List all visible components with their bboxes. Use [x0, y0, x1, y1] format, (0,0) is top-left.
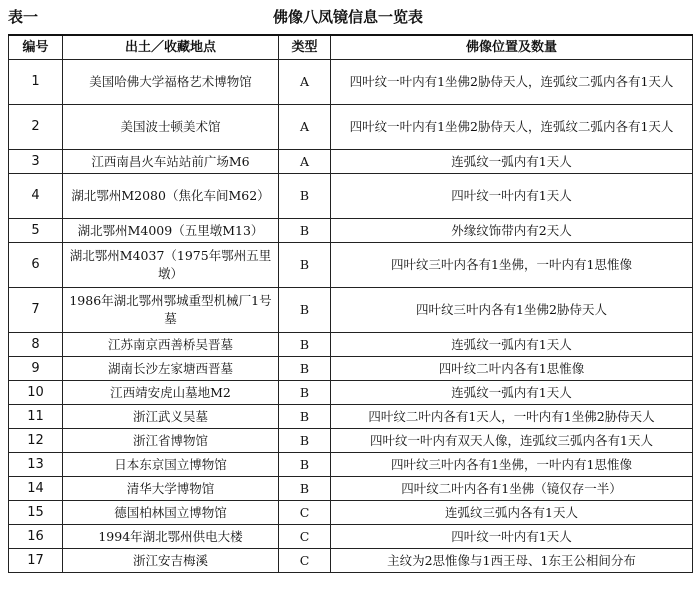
table-row — [9, 105, 693, 150]
cell-type: A — [279, 150, 331, 174]
cell-id: 9 — [9, 357, 63, 381]
cell-location: 湖北鄂州M4037（1975年鄂州五里墩） — [63, 243, 279, 288]
cell-description: 四叶纹二叶内各有1思惟像 — [331, 357, 693, 381]
cell-description: 四叶纹三叶内各有1坐佛2胁侍天人 — [331, 288, 693, 333]
cell-type: B — [279, 219, 331, 243]
cell-location: 江西靖安虎山墓地M2 — [63, 381, 279, 405]
table-row — [9, 219, 693, 243]
table-row — [9, 429, 693, 453]
table-row — [9, 549, 693, 573]
table-row — [9, 333, 693, 357]
cell-type: B — [279, 288, 331, 333]
cell-type: B — [279, 357, 331, 381]
cell-description: 连弧纹一弧内有1天人 — [331, 333, 693, 357]
cell-location: 江苏南京西善桥吴晋墓 — [63, 333, 279, 357]
cell-id: 5 — [9, 219, 63, 243]
cell-description: 四叶纹三叶内各有1坐佛，一叶内有1思惟像 — [331, 243, 693, 288]
cell-description: 外缘纹饰带内有2天人 — [331, 219, 693, 243]
cell-id: 8 — [9, 333, 63, 357]
table-row — [9, 357, 693, 381]
table-row — [9, 60, 693, 105]
cell-type: B — [279, 333, 331, 357]
cell-location: 湖南长沙左家塘西晋墓 — [63, 357, 279, 381]
column-header-location: 出土／收藏地点 — [63, 35, 279, 60]
table-label: 表一 — [8, 8, 39, 26]
cell-id: 10 — [9, 381, 63, 405]
cell-type: B — [279, 477, 331, 501]
cell-description: 四叶纹二叶内各有1坐佛（镜仅存一半） — [331, 477, 693, 501]
table-row — [9, 174, 693, 219]
cell-type: B — [279, 405, 331, 429]
cell-description: 四叶纹一叶内有1天人 — [331, 525, 693, 549]
cell-type: B — [279, 174, 331, 219]
column-header-id: 编号 — [9, 35, 63, 60]
cell-location: 浙江安吉梅溪 — [63, 549, 279, 573]
table-row — [9, 501, 693, 525]
cell-location: 日本东京国立博物馆 — [63, 453, 279, 477]
cell-id: 2 — [9, 105, 63, 150]
table-row — [9, 405, 693, 429]
cell-location: 浙江省博物馆 — [63, 429, 279, 453]
cell-location: 德国柏林国立博物馆 — [63, 501, 279, 525]
cell-description: 连弧纹三弧内各有1天人 — [331, 501, 693, 525]
table-row — [9, 150, 693, 174]
cell-id: 14 — [9, 477, 63, 501]
cell-description: 连弧纹一弧内有1天人 — [331, 381, 693, 405]
table-header — [0, 0, 696, 32]
cell-description: 四叶纹二叶内各有1天人，一叶内有1坐佛2胁侍天人 — [331, 405, 693, 429]
cell-description: 四叶纹一叶内有1坐佛2胁侍天人，连弧纹二弧内各有1天人 — [331, 60, 693, 105]
cell-id: 1 — [9, 60, 63, 105]
table-row — [9, 477, 693, 501]
cell-type: A — [279, 105, 331, 150]
table-row — [9, 381, 693, 405]
cell-location: 清华大学博物馆 — [63, 477, 279, 501]
column-header-description: 佛像位置及数量 — [331, 35, 693, 60]
cell-location: 浙江武义吴墓 — [63, 405, 279, 429]
cell-type: C — [279, 549, 331, 573]
table-row — [9, 453, 693, 477]
cell-id: 7 — [9, 288, 63, 333]
cell-description: 连弧纹一弧内有1天人 — [331, 150, 693, 174]
cell-id: 6 — [9, 243, 63, 288]
cell-type: B — [279, 453, 331, 477]
cell-id: 17 — [9, 549, 63, 573]
cell-description: 四叶纹一叶内有双天人像，连弧纹三弧内各有1天人 — [331, 429, 693, 453]
cell-location: 1986年湖北鄂州鄂城重型机械厂1号墓 — [63, 288, 279, 333]
cell-type: C — [279, 525, 331, 549]
cell-type: C — [279, 501, 331, 525]
cell-id: 11 — [9, 405, 63, 429]
cell-id: 15 — [9, 501, 63, 525]
cell-location: 1994年湖北鄂州供电大楼 — [63, 525, 279, 549]
cell-id: 16 — [9, 525, 63, 549]
table-row — [9, 288, 693, 333]
cell-location: 湖北鄂州M4009（五里墩M13） — [63, 219, 279, 243]
table-row — [9, 243, 693, 288]
table-row — [9, 525, 693, 549]
cell-location: 美国波士顿美术馆 — [63, 105, 279, 150]
cell-id: 13 — [9, 453, 63, 477]
header-row — [9, 35, 693, 60]
buddha-mirror-table — [8, 34, 693, 573]
table-title: 佛像八凤镜信息一览表 — [272, 8, 423, 26]
cell-type: B — [279, 243, 331, 288]
cell-id: 4 — [9, 174, 63, 219]
cell-description: 主纹为2思惟像与1西王母、1东王公相间分布 — [331, 549, 693, 573]
cell-type: B — [279, 429, 331, 453]
cell-type: A — [279, 60, 331, 105]
cell-location: 美国哈佛大学福格艺术博物馆 — [63, 60, 279, 105]
cell-description: 四叶纹一叶内有1天人 — [331, 174, 693, 219]
cell-description: 四叶纹三叶内各有1坐佛，一叶内有1思惟像 — [331, 453, 693, 477]
cell-location: 江西南昌火车站站前广场M6 — [63, 150, 279, 174]
cell-description: 四叶纹一叶内有1坐佛2胁侍天人，连弧纹二弧内各有1天人 — [331, 105, 693, 150]
cell-location: 湖北鄂州M2080（焦化车间M62） — [63, 174, 279, 219]
cell-id: 12 — [9, 429, 63, 453]
column-header-type: 类型 — [279, 35, 331, 60]
cell-type: B — [279, 381, 331, 405]
cell-id: 3 — [9, 150, 63, 174]
